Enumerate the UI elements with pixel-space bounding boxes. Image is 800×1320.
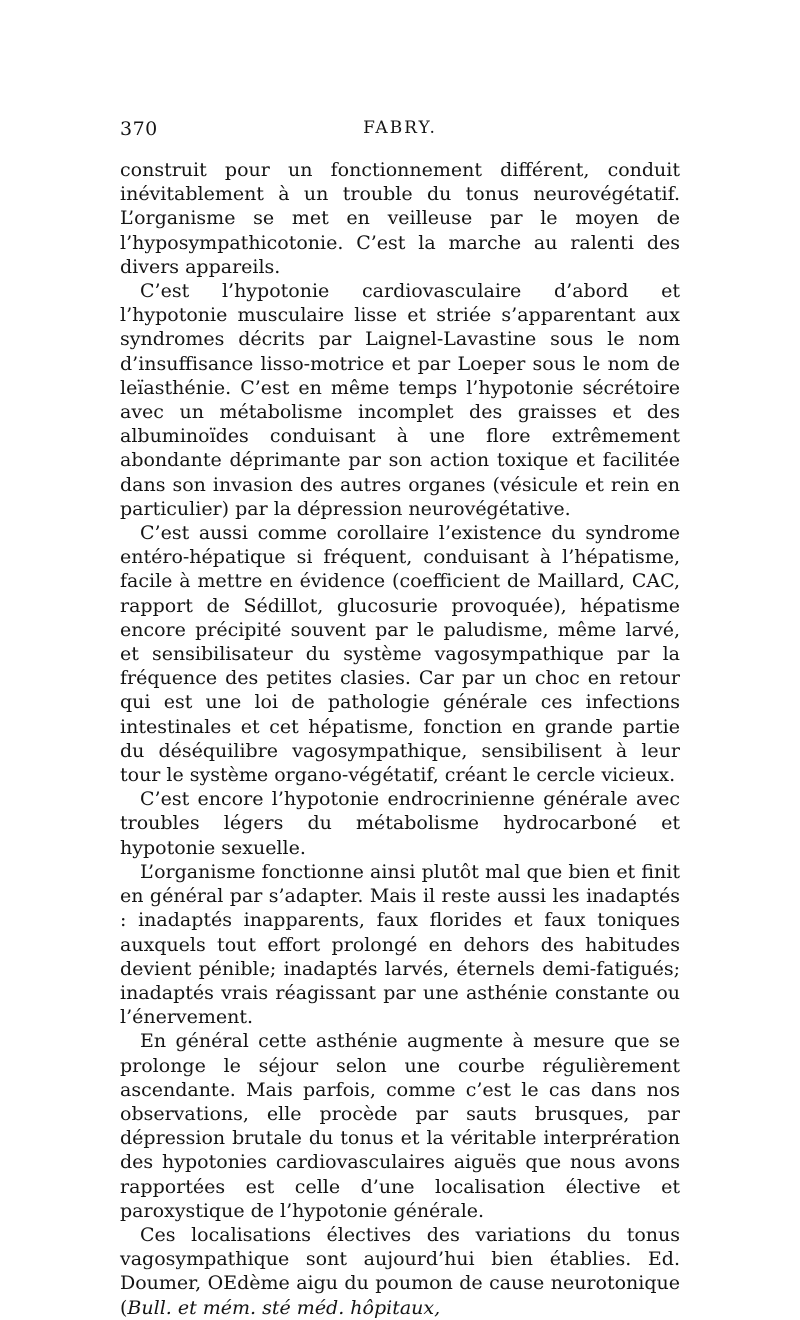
running-head <box>120 118 680 144</box>
paragraph-3: C’est aussi comme corollaire l’existence du syndrome entéro-hépatique si fréquent, conduisant à l’hépatisme, facile à mettre en évidence (coefficient de Maillard, CAC, rapport de Sédillot, glucosurie provoquée), hépatisme encore précipité souvent par le paludisme, même larvé, et sensibilisateur du système vagosympathique par la fréquence des petites clasies. Car par un choc en retour qui est une loi de pathologie générale ces infections intestinales et cet hépatisme, fonction en grande partie du déséquilibre vagosympathique, sensibilisent à leur tour le système organo-végétatif, créant le cercle vicieux. <box>120 522 680 787</box>
paragraph-7 <box>120 1223 680 1320</box>
paragraph-5: L’organisme fonctionne ainsi plutôt mal que bien et finit en général par s’adapter. Mais il reste aussi les inadaptés : inadaptés inapparents, faux florides et faux toniques auxquels tout effort prolongé en dehors des habitudes devient pénible; inadaptés larvés, éternels demi-fatigués; inadaptés vrais réagissant par une asthénie constante ou l’énervement. <box>120 860 680 1029</box>
running-title: FABRY. <box>363 118 437 138</box>
paragraph-6: En général cette asthénie augmente à mesure que se prolonge le séjour selon une courbe régulièrement ascendante. Mais parfois, comme c’est le cas dans nos observations, elle procède par sauts brusques, par dépression brutale du tonus et la véritable interprération des hypotonies cardiovasculaires aiguës que nous avons rapportées est celle d’une localisation élective et paroxystique de l’hypotonie générale. <box>120 1030 680 1222</box>
book-page <box>120 118 680 1320</box>
paragraph-7-text: Ces localisations électives des variations du tonus vagosympathique sont aujourd’hui bien établies. Ed. Doumer, OEdème aigu du poumon de cause neurotonique ( <box>120 1223 680 1319</box>
body-text <box>120 158 680 1320</box>
paragraph-4: C’est encore l’hypotonie endrocrinienne générale avec troubles légers du métabolisme hydrocarboné et hypotonie sexuelle. <box>120 788 680 859</box>
paragraph-1: construit pour un fonctionnement différent, conduit inévitablement à un trouble du tonus neurovégétatif. L’organisme se met en veilleuse par le moyen de l’hyposympathicotonie. C’est la marche au ralenti des divers appareils. <box>120 159 680 278</box>
page-number: 370 <box>120 118 158 140</box>
paragraph-2: C’est l’hypotonie cardiovasculaire d’abord et l’hypotonie musculaire lisse et striée s’apparentant aux syndromes décrits par Laignel-Lavastine sous le nom d’insuffisance lisso-motrice et par Loeper sous le nom de leïasthénie. C’est en même temps l’hypotonie sécrétoire avec un métabolisme incomplet des graisses et des albuminoïdes conduisant à une flore extrêmement abondante déprimante par son action toxique et facilitée dans son invasion des autres organes (vésicule et rein en particulier) par la dépression neurovégétative. <box>120 280 680 520</box>
citation-title: Bull. et mém. sté méd. hôpitaux, <box>127 1296 441 1319</box>
